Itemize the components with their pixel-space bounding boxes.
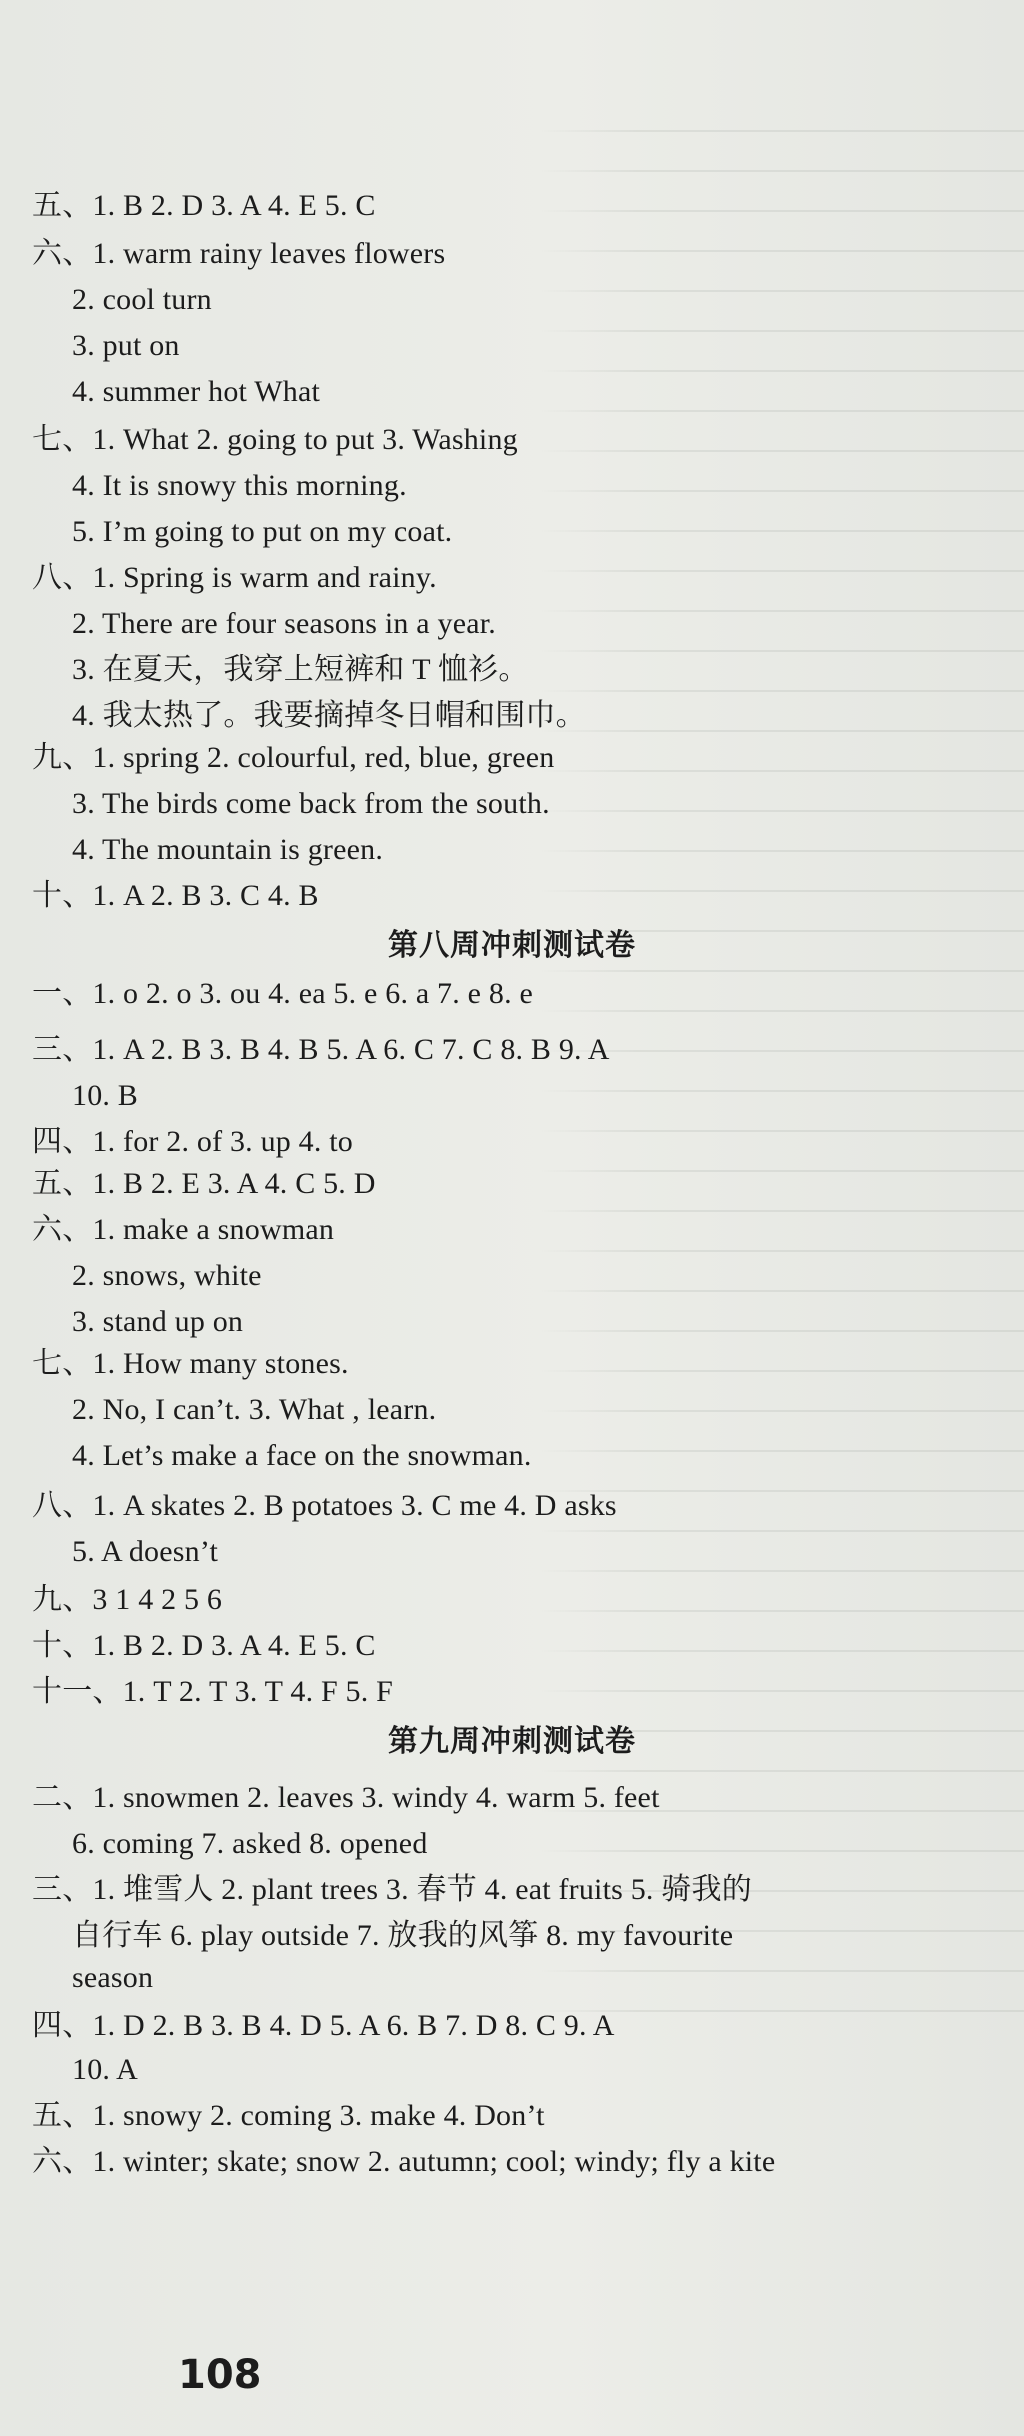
answer-line: 八、1. Spring is warm and rainy. [32,561,437,594]
answer-line: 4. Let’s make a face on the snowman. [72,1439,532,1472]
answer-line: 2. No, I can’t. 3. What , learn. [72,1393,437,1426]
answer-line: 自行车 6. play outside 7. 放我的风筝 8. my favourite [72,1919,734,1952]
answer-line: 六、1. make a snowman [32,1213,335,1246]
answer-line: 四、1. D 2. B 3. B 4. D 5. A 6. B 7. D 8. C 9. A [32,2009,615,2042]
answer-line: 九、3 1 4 2 5 6 [32,1583,223,1616]
answer-line: 10. A [72,2053,139,2086]
answer-line: 2. snows, white [72,1259,262,1292]
answer-line: 4. The mountain is green. [72,833,384,866]
answer-line: 三、1. A 2. B 3. B 4. B 5. A 6. C 7. C 8. B 9. A [32,1033,610,1066]
answer-line: 五、1. snowy 2. coming 3. make 4. Don’t [32,2099,545,2132]
answer-line: 3. put on [72,329,180,362]
answer-line: 6. coming 7. asked 8. opened [72,1827,428,1860]
answer-line: 二、1. snowmen 2. leaves 3. windy 4. warm 5. feet [32,1781,660,1814]
answer-line: 三、1. 堆雪人 2. plant trees 3. 春节 4. eat fruits 5. 骑我的 [32,1873,752,1906]
answer-line: 2. cool turn [72,283,212,316]
answer-line: 4. summer hot What [72,375,321,408]
answer-line: 六、1. winter; skate; snow 2. autumn; cool; windy; fly a kite [32,2145,776,2178]
answer-line: 4. 我太热了。我要摘掉冬日帽和围巾。 [72,699,586,732]
answer-line: 十、1. B 2. D 3. A 4. E 5. C [32,1629,376,1662]
answer-line: 七、1. What 2. going to put 3. Washing [32,423,518,456]
answer-line: 2. There are four seasons in a year. [72,607,496,640]
answer-line: 五、1. B 2. D 3. A 4. E 5. C [32,189,376,222]
answer-line: 六、1. warm rainy leaves flowers [32,237,446,270]
answer-line: 4. It is snowy this morning. [72,469,407,502]
answer-line: 10. B [72,1079,139,1112]
answer-line: 一、1. o 2. o 3. ou 4. ea 5. e 6. a 7. e 8. e [32,977,533,1010]
answer-line: 八、1. A skates 2. B potatoes 3. C me 4. D asks [32,1489,617,1522]
answer-line: 七、1. How many stones. [32,1347,349,1380]
section-heading: 第八周冲刺测试卷 [388,928,636,963]
answer-line: 十一、1. T 2. T 3. T 4. F 5. F [32,1675,394,1708]
section-heading: 第九周冲刺测试卷 [388,1724,636,1759]
answer-line: 九、1. spring 2. colourful, red, blue, green [32,741,555,774]
answer-line: 五、1. B 2. E 3. A 4. C 5. D [32,1167,376,1200]
answer-line: 四、1. for 2. of 3. up 4. to [32,1125,354,1158]
answer-line: 3. stand up on [72,1305,244,1338]
page-number: 108 [178,2352,262,2398]
answer-line: 十、1. A 2. B 3. C 4. B [32,879,319,912]
answer-line: 5. I’m going to put on my coat. [72,515,453,548]
answer-line: season [72,1961,154,1994]
answer-line: 3. The birds come back from the south. [72,787,550,820]
answer-line: 5. A doesn’t [72,1535,219,1568]
answer-line: 3. 在夏天，我穿上短裤和 T 恤衫。 [72,653,529,686]
